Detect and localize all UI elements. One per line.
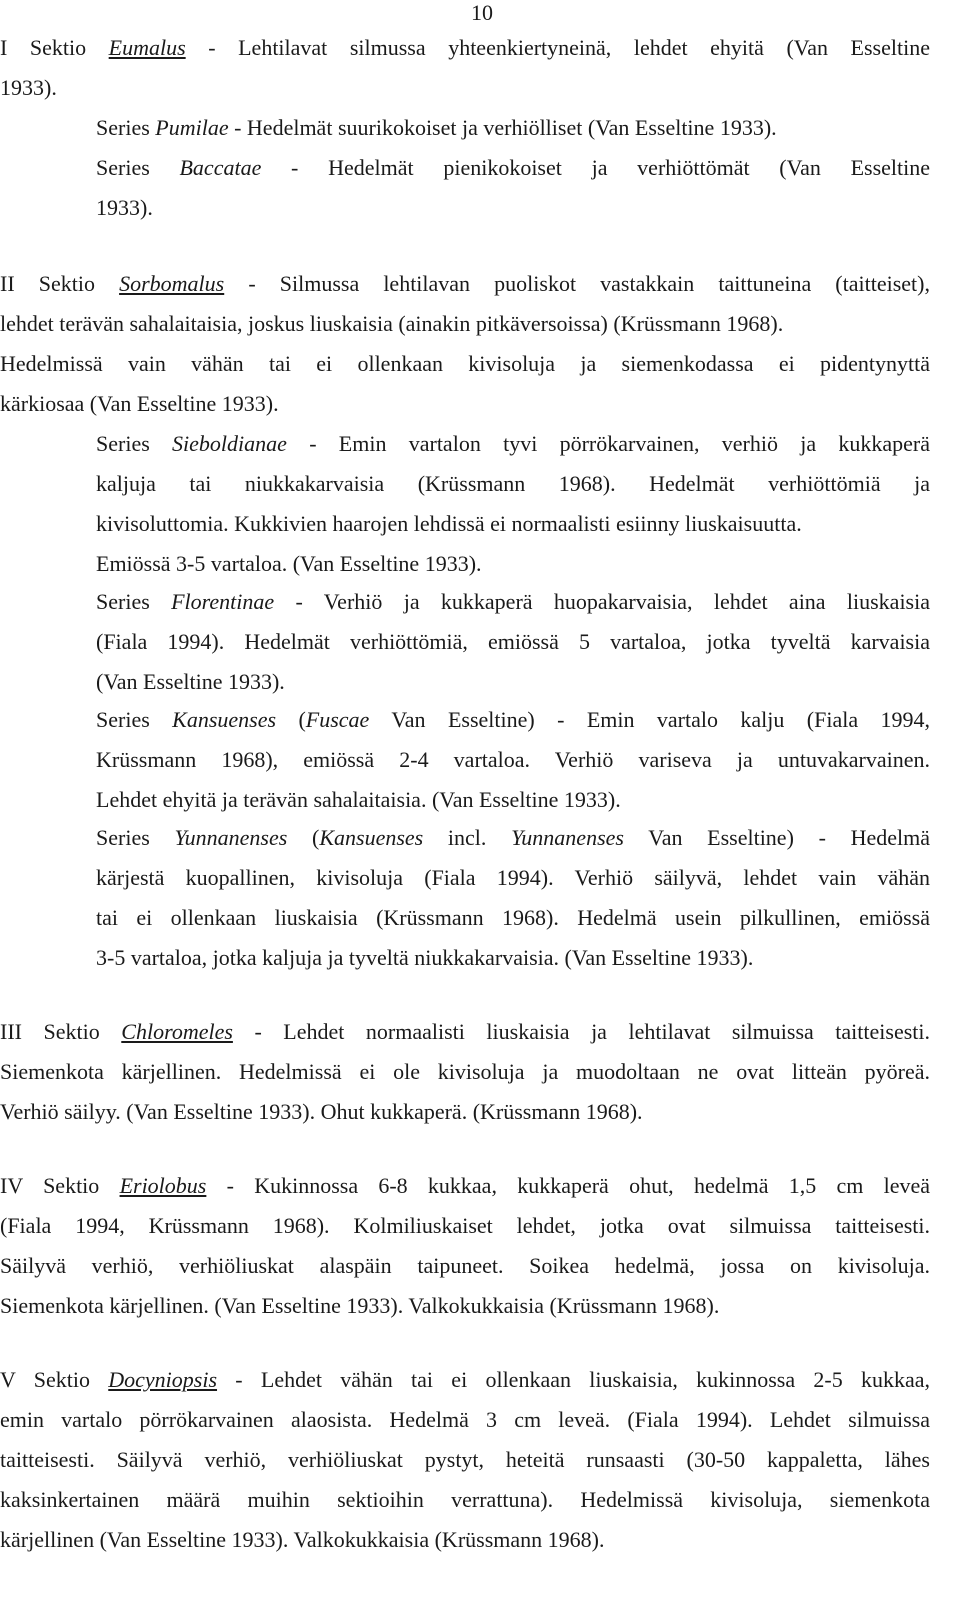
text-segment: lehdet terävän sahalaitaisia, joskus liuskaisia (ainakin pitkäversoissa) (Krüssmann 1968). [0, 311, 784, 336]
text-segment: Verhiö säilyy. (Van Esseltine 1933). Ohut kukkaperä. (Krüssmann 1968). [0, 1099, 643, 1124]
text-line [0, 1286, 960, 1327]
text-segment: kärkiosaa (Van Esseltine 1933). [0, 391, 279, 416]
text-line-content [0, 818, 930, 859]
text-segment: taitteisesti. Säilyvä verhiö, verhiöliuskat pystyt, heteitä runsaasti (30-50 kappaletta, lähes [0, 1447, 930, 1472]
text-line-content [0, 148, 930, 189]
text-line [0, 264, 960, 305]
text-segment: IV Sektio [0, 1173, 120, 1198]
text-line [0, 1400, 960, 1441]
text-line [0, 662, 960, 703]
text-segment: 1933). [96, 195, 153, 220]
series-name: Sieboldianae [172, 431, 287, 456]
text-line-content [0, 1480, 930, 1521]
text-line-content [0, 858, 930, 899]
text-line-content [0, 1246, 930, 1287]
text-line-content [0, 544, 482, 585]
text-line [0, 28, 960, 69]
text-line-content [0, 68, 57, 109]
text-line [0, 344, 960, 385]
text-line-content [0, 700, 930, 741]
text-segment: II Sektio [0, 271, 120, 296]
section-name: Chloromeles [121, 1019, 233, 1044]
text-segment: kärjellinen (Van Esseltine 1933). Valkokukkaisia (Krüssmann 1968). [0, 1527, 605, 1552]
text-segment: Krüssmann 1968), emiössä 2-4 vartaloa. Verhiö variseva ja untuvakarvainen. [96, 747, 930, 772]
text-line-content [0, 1440, 930, 1481]
text-line-content [0, 1052, 930, 1093]
series-name: Kansuenses [319, 825, 424, 850]
text-line [0, 544, 960, 585]
text-segment: Series [96, 431, 173, 456]
text-line [0, 1206, 960, 1247]
text-line-content [0, 344, 930, 385]
series-name: Florentinae [171, 589, 275, 614]
text-line-content [0, 504, 802, 545]
text-line-content [0, 898, 930, 939]
text-line [0, 1440, 960, 1481]
text-line [0, 740, 960, 781]
text-line-content [0, 108, 777, 149]
text-line [0, 858, 960, 899]
text-line [0, 898, 960, 939]
text-line [0, 1246, 960, 1287]
text-line-content [0, 740, 930, 781]
text-line-content [0, 1092, 643, 1133]
section-name: Eumalus [108, 35, 186, 60]
text-line-content [0, 1166, 930, 1207]
text-segment: (Fiala 1994). Hedelmät verhiöttömiä, emiössä 5 vartaloa, jotka tyveltä karvaisia [96, 629, 930, 654]
text-line-content [0, 622, 930, 663]
text-segment: - Verhiö ja kukkaperä huopakarvaisia, lehdet aina liuskaisia [274, 589, 930, 614]
series-name: Yunnanenses [174, 825, 288, 850]
text-segment: Siemenkota kärjellinen. (Van Esseltine 1933). Valkokukkaisia (Krüssmann 1968). [0, 1293, 720, 1318]
series-name: Pumilae [155, 115, 229, 140]
text-segment: (Fiala 1994, Krüssmann 1968). Kolmiliuskaiset lehdet, jotka ovat silmuissa taitteisesti. [0, 1213, 930, 1238]
series-name: Kansuenses [172, 707, 277, 732]
text-line [0, 504, 960, 545]
text-segment: incl. [423, 825, 512, 850]
series-name: Yunnanenses [511, 825, 624, 850]
text-line-content [0, 1012, 930, 1053]
text-segment: kärjestä kuopallinen, kivisoluja (Fiala 1994). Verhiö säilyvä, lehdet vain vähän [96, 865, 930, 890]
text-line-content [0, 384, 279, 425]
text-line [0, 780, 960, 821]
text-line [0, 68, 960, 109]
text-segment: - Lehdet vähän tai ei ollenkaan liuskaisia, kukinnossa 2-5 kukkaa, [217, 1367, 931, 1392]
text-line [0, 188, 960, 229]
text-line [0, 622, 960, 663]
text-line [0, 1052, 960, 1093]
text-line [0, 700, 960, 741]
text-line-content [0, 464, 930, 505]
text-segment: 3-5 vartaloa, jotka kaljuja ja tyveltä niukkakarvaisia. (Van Esseltine 1933). [96, 945, 754, 970]
series-name: Fuscae [305, 707, 370, 732]
text-segment: - Hedelmät suurikokoiset ja verhiölliset (Van Esseltine 1933). [228, 115, 777, 140]
text-segment: ( [287, 825, 320, 850]
text-segment: kaksinkertainen määrä muihin sektioihin verrattuna). Hedelmissä kivisoluja, siemenkota [0, 1487, 930, 1512]
text-segment: Hedelmissä vain vähän tai ei ollenkaan kivisoluja ja siemenkodassa ei pidentynyttä [0, 351, 930, 376]
text-segment: Series [96, 825, 175, 850]
text-segment: Series [96, 115, 156, 140]
section-name: Sorbomalus [119, 271, 225, 296]
text-line-content [0, 1206, 930, 1247]
text-line-content [0, 938, 753, 979]
text-segment: III Sektio [0, 1019, 122, 1044]
series-name: Baccatae [179, 155, 262, 180]
text-line [0, 384, 960, 425]
text-segment: - Silmussa lehtilavan puoliskot vastakkain taittuneina (taitteiset), [224, 271, 930, 296]
text-segment: - Hedelmät pienikokoiset ja verhiöttömät (Van Esseltine [261, 155, 930, 180]
text-segment: ( [276, 707, 306, 732]
text-line-content [0, 264, 930, 305]
text-line-content [0, 780, 621, 821]
text-line [0, 424, 960, 465]
text-line [0, 1520, 960, 1561]
text-segment: kivisoluttomia. Kukkivien haarojen lehdissä ei normaalisti esiinny liuskaisuutta. [96, 511, 802, 536]
text-line [0, 304, 960, 345]
text-line-content [0, 188, 153, 229]
text-segment: Emiössä 3-5 vartaloa. (Van Esseltine 1933). [96, 551, 482, 576]
text-segment: Series [96, 155, 180, 180]
text-line [0, 1360, 960, 1401]
text-line-content [0, 662, 285, 703]
text-segment: tai ei ollenkaan liuskaisia (Krüssmann 1968). Hedelmä usein pilkullinen, emiössä [96, 905, 930, 930]
page-number: 10 [471, 0, 493, 25]
text-segment: - Kukinnossa 6-8 kukkaa, kukkaperä ohut, hedelmä 1,5 cm leveä [206, 1173, 931, 1198]
text-segment: Siemenkota kärjellinen. Hedelmissä ei ole kivisoluja ja muodoltaan ne ovat litteän pyöreä. [0, 1059, 930, 1084]
text-line-content [0, 1520, 604, 1561]
text-line-content [0, 424, 930, 465]
text-line-content [0, 28, 930, 69]
text-line-content [0, 304, 783, 345]
text-line [0, 582, 960, 623]
text-segment: - Emin vartalon tyvi pörrökarvainen, verhiö ja kukkaperä [286, 431, 930, 456]
text-line [0, 464, 960, 505]
text-line-content [0, 1400, 930, 1441]
text-line [0, 818, 960, 859]
text-segment: emin vartalo pörrökarvainen alaosista. Hedelmä 3 cm leveä. (Fiala 1994). Lehdet silmuissa [0, 1407, 930, 1432]
text-segment: Säilyvä verhiö, verhiöliuskat alaspäin taipuneet. Soikea hedelmä, jossa on kivisoluja. [0, 1253, 930, 1278]
text-segment: Series [96, 589, 172, 614]
text-segment: Van Esseltine) - Emin vartalo kalju (Fiala 1994, [369, 707, 930, 732]
text-segment: kaljuja tai niukkakarvaisia (Krüssmann 1968). Hedelmät verhiöttömiä ja [96, 471, 930, 496]
text-line [0, 108, 960, 149]
text-line [0, 148, 960, 189]
text-segment: Lehdet ehyitä ja terävän sahalaitaisia. (Van Esseltine 1933). [96, 787, 621, 812]
text-line [0, 1092, 960, 1133]
text-line [0, 1166, 960, 1207]
text-line [0, 1480, 960, 1521]
text-line-content [0, 1360, 930, 1401]
text-segment: (Van Esseltine 1933). [96, 669, 285, 694]
text-segment: I Sektio [0, 35, 109, 60]
text-line-content [0, 1286, 719, 1327]
text-line-content [0, 582, 930, 623]
text-line [0, 1012, 960, 1053]
text-segment: 1933). [0, 75, 57, 100]
section-name: Eriolobus [119, 1173, 207, 1198]
text-segment: - Lehdet normaalisti liuskaisia ja lehtilavat silmuissa taitteisesti. [232, 1019, 931, 1044]
text-line [0, 938, 960, 979]
section-name: Docyniopsis [108, 1367, 218, 1392]
text-segment: Van Esseltine) - Hedelmä [623, 825, 930, 850]
text-segment: Series [96, 707, 173, 732]
text-segment: - Lehtilavat silmussa yhteenkiertyneinä, lehdet ehyitä (Van Esseltine [185, 35, 930, 60]
text-segment: V Sektio [0, 1367, 109, 1392]
